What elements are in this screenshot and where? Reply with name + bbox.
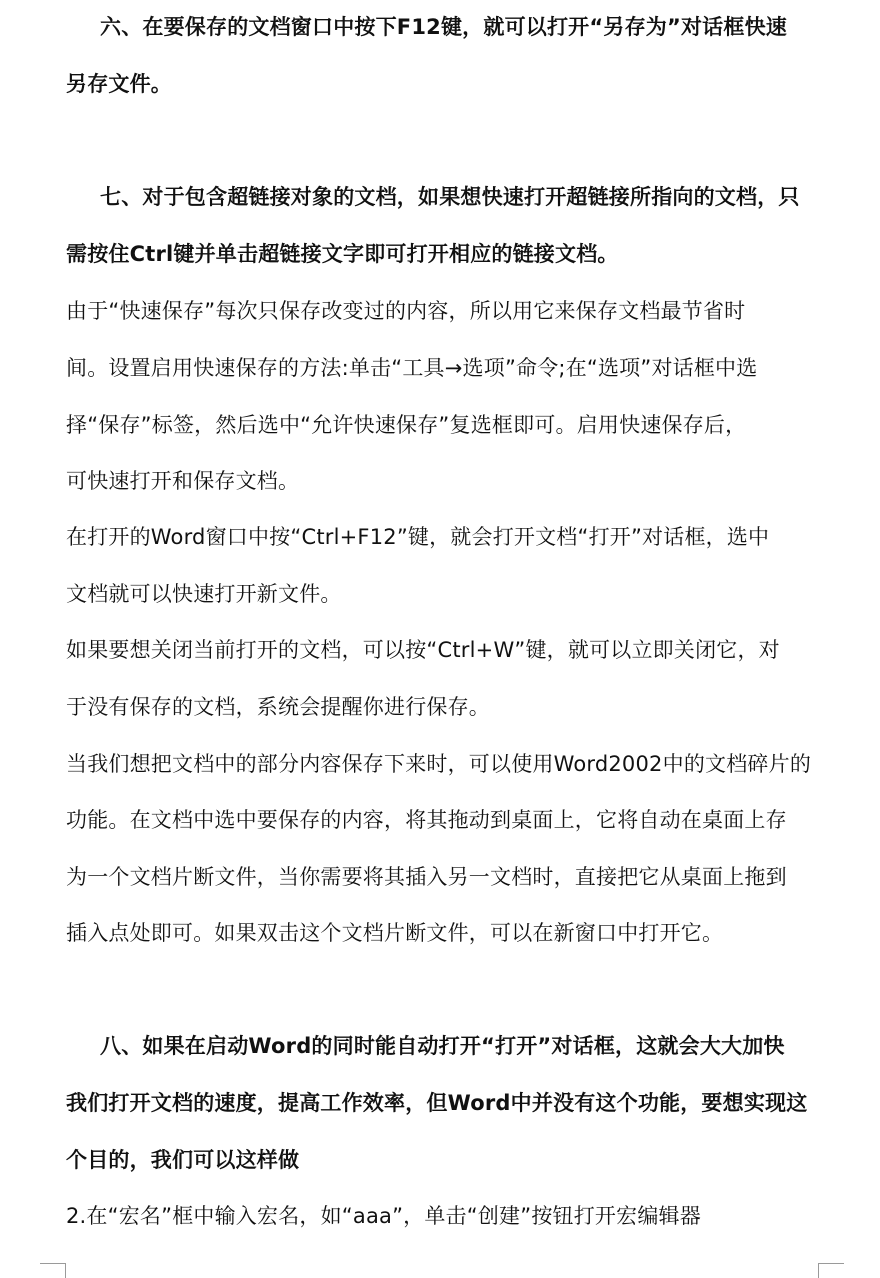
quick-save-paragraph-line-2: 间。设置启用快速保存的方法:单击“工具→选项”命令;在“选项”对话框中选 xyxy=(66,356,758,380)
quick-save-paragraph-line-4: 可快速打开和保存文档。 xyxy=(66,469,300,493)
scrap-paragraph-line-3: 为一个文档片断文件，当你需要将其插入另一文档时，直接把它从桌面上拖到 xyxy=(66,865,787,889)
scrap-paragraph-line-1: 当我们想把文档中的部分内容保存下来时，可以使用Word2002中的文档碎片的 xyxy=(66,752,812,776)
heading-eight-line-2: 我们打开文档的速度，提高工作效率，但Word中并没有这个功能，要想实现这 xyxy=(66,1091,808,1115)
heading-eight-line-3: 个目的，我们可以这样做 xyxy=(66,1148,300,1172)
ctrl-w-paragraph-line-2: 于没有保存的文档，系统会提醒你进行保存。 xyxy=(66,695,490,719)
ctrl-f12-paragraph-line-2: 文档就可以快速打开新文件。 xyxy=(66,582,342,606)
quick-save-paragraph-line-1: 由于“快速保存”每次只保存改变过的内容，所以用它来保存文档最节省时 xyxy=(66,299,746,323)
heading-seven-line-2: 需按住Ctrl键并单击超链接文字即可打开相应的链接文档。 xyxy=(66,242,619,266)
ctrl-w-paragraph-line-1: 如果要想关闭当前打开的文档，可以按“Ctrl+W”键，就可以立即关闭它，对 xyxy=(66,638,780,662)
heading-six-line-2: 另存文件。 xyxy=(66,72,172,96)
heading-eight-line-1: 八、如果在启动Word的同时能自动打开“打开”对话框，这就会大大加快 xyxy=(100,1034,785,1058)
scrap-paragraph-line-4: 插入点处即可。如果双击这个文档片断文件，可以在新窗口中打开它。 xyxy=(66,921,724,945)
step-2-line: 2.在“宏名”框中输入宏名，如“aaa”，单击“创建”按钮打开宏编辑器 xyxy=(66,1204,701,1228)
quick-save-paragraph-line-3: 择“保存”标签，然后选中“允许快速保存”复选框即可。启用快速保存后， xyxy=(66,413,747,437)
heading-six-line-1: 六、在要保存的文档窗口中按下F12键，就可以打开“另存为”对话框快速 xyxy=(100,15,787,39)
scrap-paragraph-line-2: 功能。在文档中选中要保存的内容，将其拖动到桌面上，它将自动在桌面上存 xyxy=(66,808,787,832)
heading-seven-line-1: 七、对于包含超链接对象的文档，如果想快速打开超链接所指向的文档，只 xyxy=(100,185,800,209)
ctrl-f12-paragraph-line-1: 在打开的Word窗口中按“Ctrl+F12”键，就会打开文档“打开”对话框，选中 xyxy=(66,525,770,549)
